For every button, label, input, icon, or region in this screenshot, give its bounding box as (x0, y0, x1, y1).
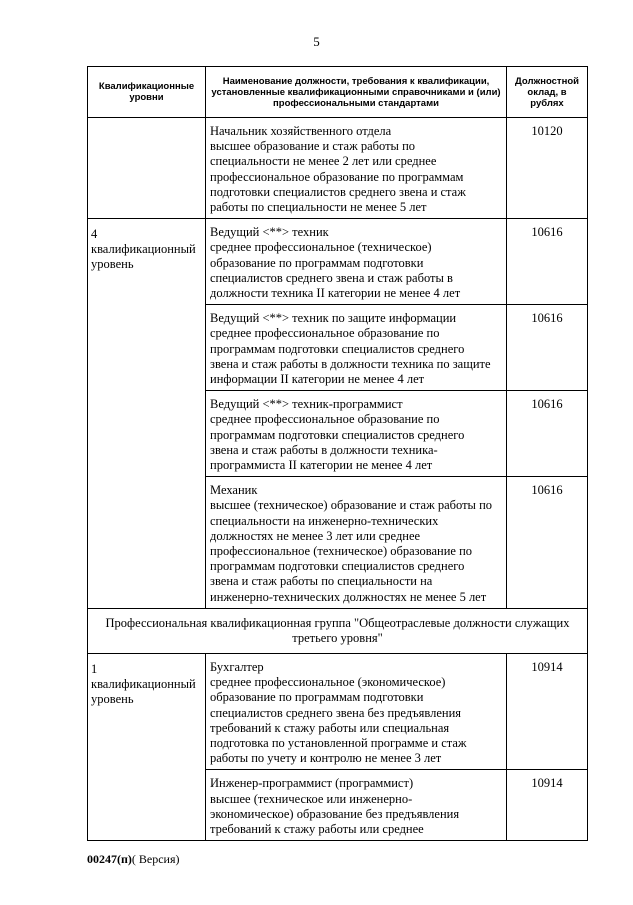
requirement-line: программам подготовки специалистов среднего (210, 559, 465, 574)
requirement-line: требований к стажу работы или специальная (210, 720, 450, 735)
document-footer (87, 852, 180, 867)
requirement-line: высшее (техническое) образование и стаж работы по (210, 498, 493, 513)
requirement-line: подготовки специалистов среднего звена и стаж (210, 184, 466, 199)
requirement-line: требований к стажу работы или среднее (210, 821, 424, 836)
requirement-line: подготовка по установленной программе и стаж (210, 735, 467, 750)
document-code: 00247(п) (87, 852, 132, 866)
requirement-line: образование по программам подготовки (210, 690, 424, 705)
requirement-line: должности техника II категории не менее 4 лет (210, 286, 461, 301)
table-row (88, 118, 588, 219)
requirement-line: среднее профессиональное (техническое) (210, 240, 432, 255)
position-description (206, 118, 507, 219)
position-description (206, 219, 507, 305)
requirement-line: высшее образование и стаж работы по (210, 139, 416, 154)
document-version: ( Версия) (131, 852, 180, 866)
requirement-line: звена и стаж работы в должности техника по защите (210, 356, 491, 371)
requirement-line: должностях не менее 3 лет или среднее (210, 528, 421, 543)
requirement-line: программам подготовки специалистов среднего (210, 427, 465, 442)
position-title: Ведущий <**> техник-программист (210, 397, 403, 412)
group-title: Профессиональная квалификационная группа "Общеотраслевые должности служащих третьего уровня" (88, 608, 588, 653)
position-title: Ведущий <**> техник по защите информации (210, 311, 457, 326)
salary-value: 10616 (507, 391, 588, 477)
salary-value: 10914 (507, 770, 588, 841)
requirement-line: специальности не менее 2 лет или среднее (210, 154, 437, 169)
header-salary: Должностной оклад, в рублях (507, 67, 588, 118)
requirement-line: программиста II категории не менее 4 лет (210, 458, 433, 473)
requirement-line: специалистов среднего звена и стаж работы в (210, 270, 453, 285)
group-title-row (88, 608, 588, 653)
position-description (206, 653, 507, 769)
requirement-line: среднее профессиональное (экономическое) (210, 675, 446, 690)
salary-value: 10616 (507, 477, 588, 609)
position-description (206, 391, 507, 477)
requirement-line: высшее (техническое или инженерно- (210, 791, 413, 806)
table-body (88, 118, 588, 841)
requirement-line: работы по учету и контролю не менее 3 лет (210, 751, 442, 766)
requirement-line: среднее профессиональное образование по (210, 326, 440, 341)
requirement-line: специалистов среднего звена без предъявления (210, 705, 462, 720)
position-description (206, 305, 507, 391)
position-description (206, 770, 507, 841)
requirement-line: профессиональное образование по программам (210, 169, 464, 184)
header-description: Наименование должности, требования к квалификации, установленные квалификационными справочниками и (или) профессиональными стандартами (206, 67, 507, 118)
position-title: Инженер-программист (программист) (210, 776, 414, 791)
requirement-line: звена и стаж работы по специальности на (210, 574, 433, 589)
page-number: 5 (313, 34, 320, 49)
salary-value: 10120 (507, 118, 588, 219)
position-title: Механик (210, 483, 258, 498)
requirement-line: звена и стаж работы в должности техника- (210, 442, 438, 457)
requirement-line: инженерно-технических должностях не менее 5 лет (210, 589, 487, 604)
position-description (206, 477, 507, 609)
requirement-line: работы по специальности не менее 5 лет (210, 200, 427, 215)
qualification-level (88, 118, 206, 219)
qualification-table (87, 66, 588, 841)
requirement-line: специальности на инженерно-технических (210, 513, 439, 528)
table-row (88, 653, 588, 769)
requirement-line: экономическое) образование без предъявления (210, 806, 460, 821)
table-header-row (88, 67, 588, 118)
qualification-level: 4 квалификационный уровень (88, 219, 206, 609)
requirement-line: среднее профессиональное образование по (210, 412, 440, 427)
salary-value: 10616 (507, 219, 588, 305)
salary-value: 10616 (507, 305, 588, 391)
salary-value: 10914 (507, 653, 588, 769)
requirement-line: информации II категории не менее 4 лет (210, 372, 425, 387)
qualification-level: 1 квалификационный уровень (88, 653, 206, 840)
position-title: Бухгалтер (210, 659, 264, 674)
position-title: Ведущий <**> техник (210, 225, 329, 240)
table-row (88, 219, 588, 305)
requirement-line: профессиональное (техническое) образование по (210, 544, 473, 559)
requirement-line: программам подготовки специалистов среднего (210, 341, 465, 356)
position-title: Начальник хозяйственного отдела (210, 124, 392, 138)
header-level: Квалификационные уровни (88, 67, 206, 118)
requirement-line: образование по программам подготовки (210, 255, 424, 270)
